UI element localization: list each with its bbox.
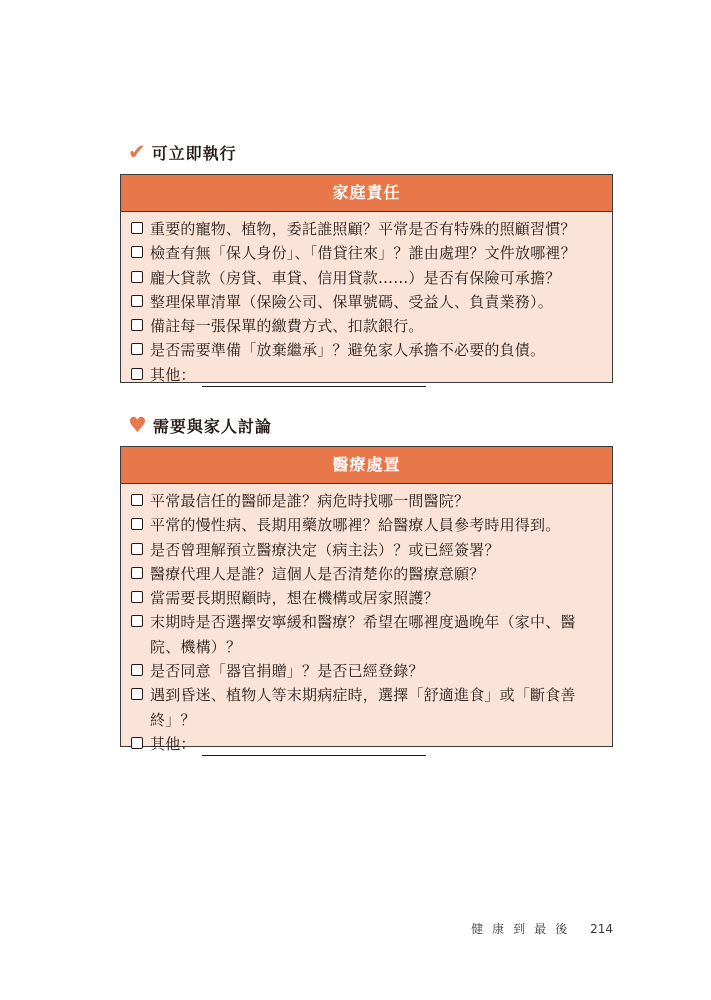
checklist-item [131,266,604,290]
checklist-item [131,338,604,362]
section-heading-immediate [128,141,237,164]
checklist-item-text: 當需要長期照顧時，想在機構或居家照護？ [150,589,439,608]
checklist-item-text: 末期時是否選擇安寧緩和醫療？希望在哪裡度過晚年（家中、醫院、機構）？ [150,613,576,656]
box-title: 家庭責任 [121,175,612,212]
section-heading-discuss [128,414,272,437]
other-label: 其他： [150,734,196,753]
checkbox[interactable] [131,271,143,283]
checkbox[interactable] [131,295,143,307]
other-fill-line[interactable] [202,371,426,387]
checkbox[interactable] [131,518,143,530]
checkbox[interactable] [131,664,143,676]
book-title: 健康到最後 [471,922,577,936]
checklist-item-text: 平常最信任的醫師是誰？病危時找哪一間醫院？ [150,492,470,510]
checklist-item [131,290,604,314]
checklist-item [131,683,604,732]
checklist [121,484,612,756]
checklist-item [131,610,604,659]
checklist-item [131,489,604,513]
checklist-item-text: 是否需要準備「放棄繼承」？避免家人承擔不必要的負債。 [150,341,546,360]
other-label: 其他： [150,365,196,384]
checkbox[interactable] [131,343,143,355]
checklist-item-text: 是否同意「器官捐贈」？是否已經登錄？ [150,662,424,681]
checklist-item [131,659,604,683]
checkbox[interactable] [131,688,143,700]
checkbox[interactable] [131,591,143,603]
family-responsibility-box [120,174,613,383]
medical-treatment-box [120,446,613,753]
checkbox[interactable] [131,246,143,258]
checklist-item-text: 整理保單清單（保險公司、保單號碼、受益人、負責業務）。 [150,292,553,311]
checkbox[interactable] [131,737,143,749]
other-fill-line[interactable] [202,740,426,756]
heart-icon: ♥ [128,413,148,437]
checklist-item [131,562,604,586]
checkmark-icon: ✔ [128,140,147,164]
checklist-item-text: 醫療代理人是誰？這個人是否清楚你的醫療意願？ [150,564,485,583]
checkbox[interactable] [131,222,143,234]
checkbox[interactable] [131,615,143,627]
section-heading-text: 可立即執行 [151,144,237,163]
checklist [121,212,612,387]
checklist-item [131,538,604,562]
checklist-item-other [131,732,604,756]
checklist-item [131,217,604,241]
checklist-item-text: 重要的寵物、植物，委託誰照顧？平常是否有特殊的照顧習慣？ [150,220,576,238]
checklist-item [131,586,604,610]
checkbox[interactable] [131,543,143,555]
checklist-item-text: 龐大貸款（房貸、車貸、信用貸款……）是否有保險可承擔？ [150,268,561,287]
section-heading-text: 需要與家人討論 [152,417,272,436]
checklist-item-text: 是否曾理解預立醫療決定（病主法）？或已經簽署？ [150,540,500,559]
checklist-item [131,241,604,265]
checklist-item-text: 遇到昏迷、植物人等末期病症時，選擇「舒適進食」或「斷食善終」？ [150,686,576,729]
checkbox[interactable] [131,319,143,331]
checkbox[interactable] [131,567,143,579]
checklist-item [131,314,604,338]
box-title: 醫療處置 [121,447,612,484]
checklist-item [131,513,604,537]
checkbox[interactable] [131,368,143,380]
checklist-item-other [131,363,604,387]
page-number: 214 [590,922,613,936]
checklist-item-text: 備註每一張保單的繳費方式、扣款銀行。 [150,317,424,336]
checklist-item-text: 平常的慢性病、長期用藥放哪裡？給醫療人員參考時用得到。 [150,516,561,535]
checklist-item-text: 檢查有無「保人身份」、「借貸往來」？誰由處理？文件放哪裡？ [150,244,576,263]
checkbox[interactable] [131,494,143,506]
page-footer [471,920,613,937]
